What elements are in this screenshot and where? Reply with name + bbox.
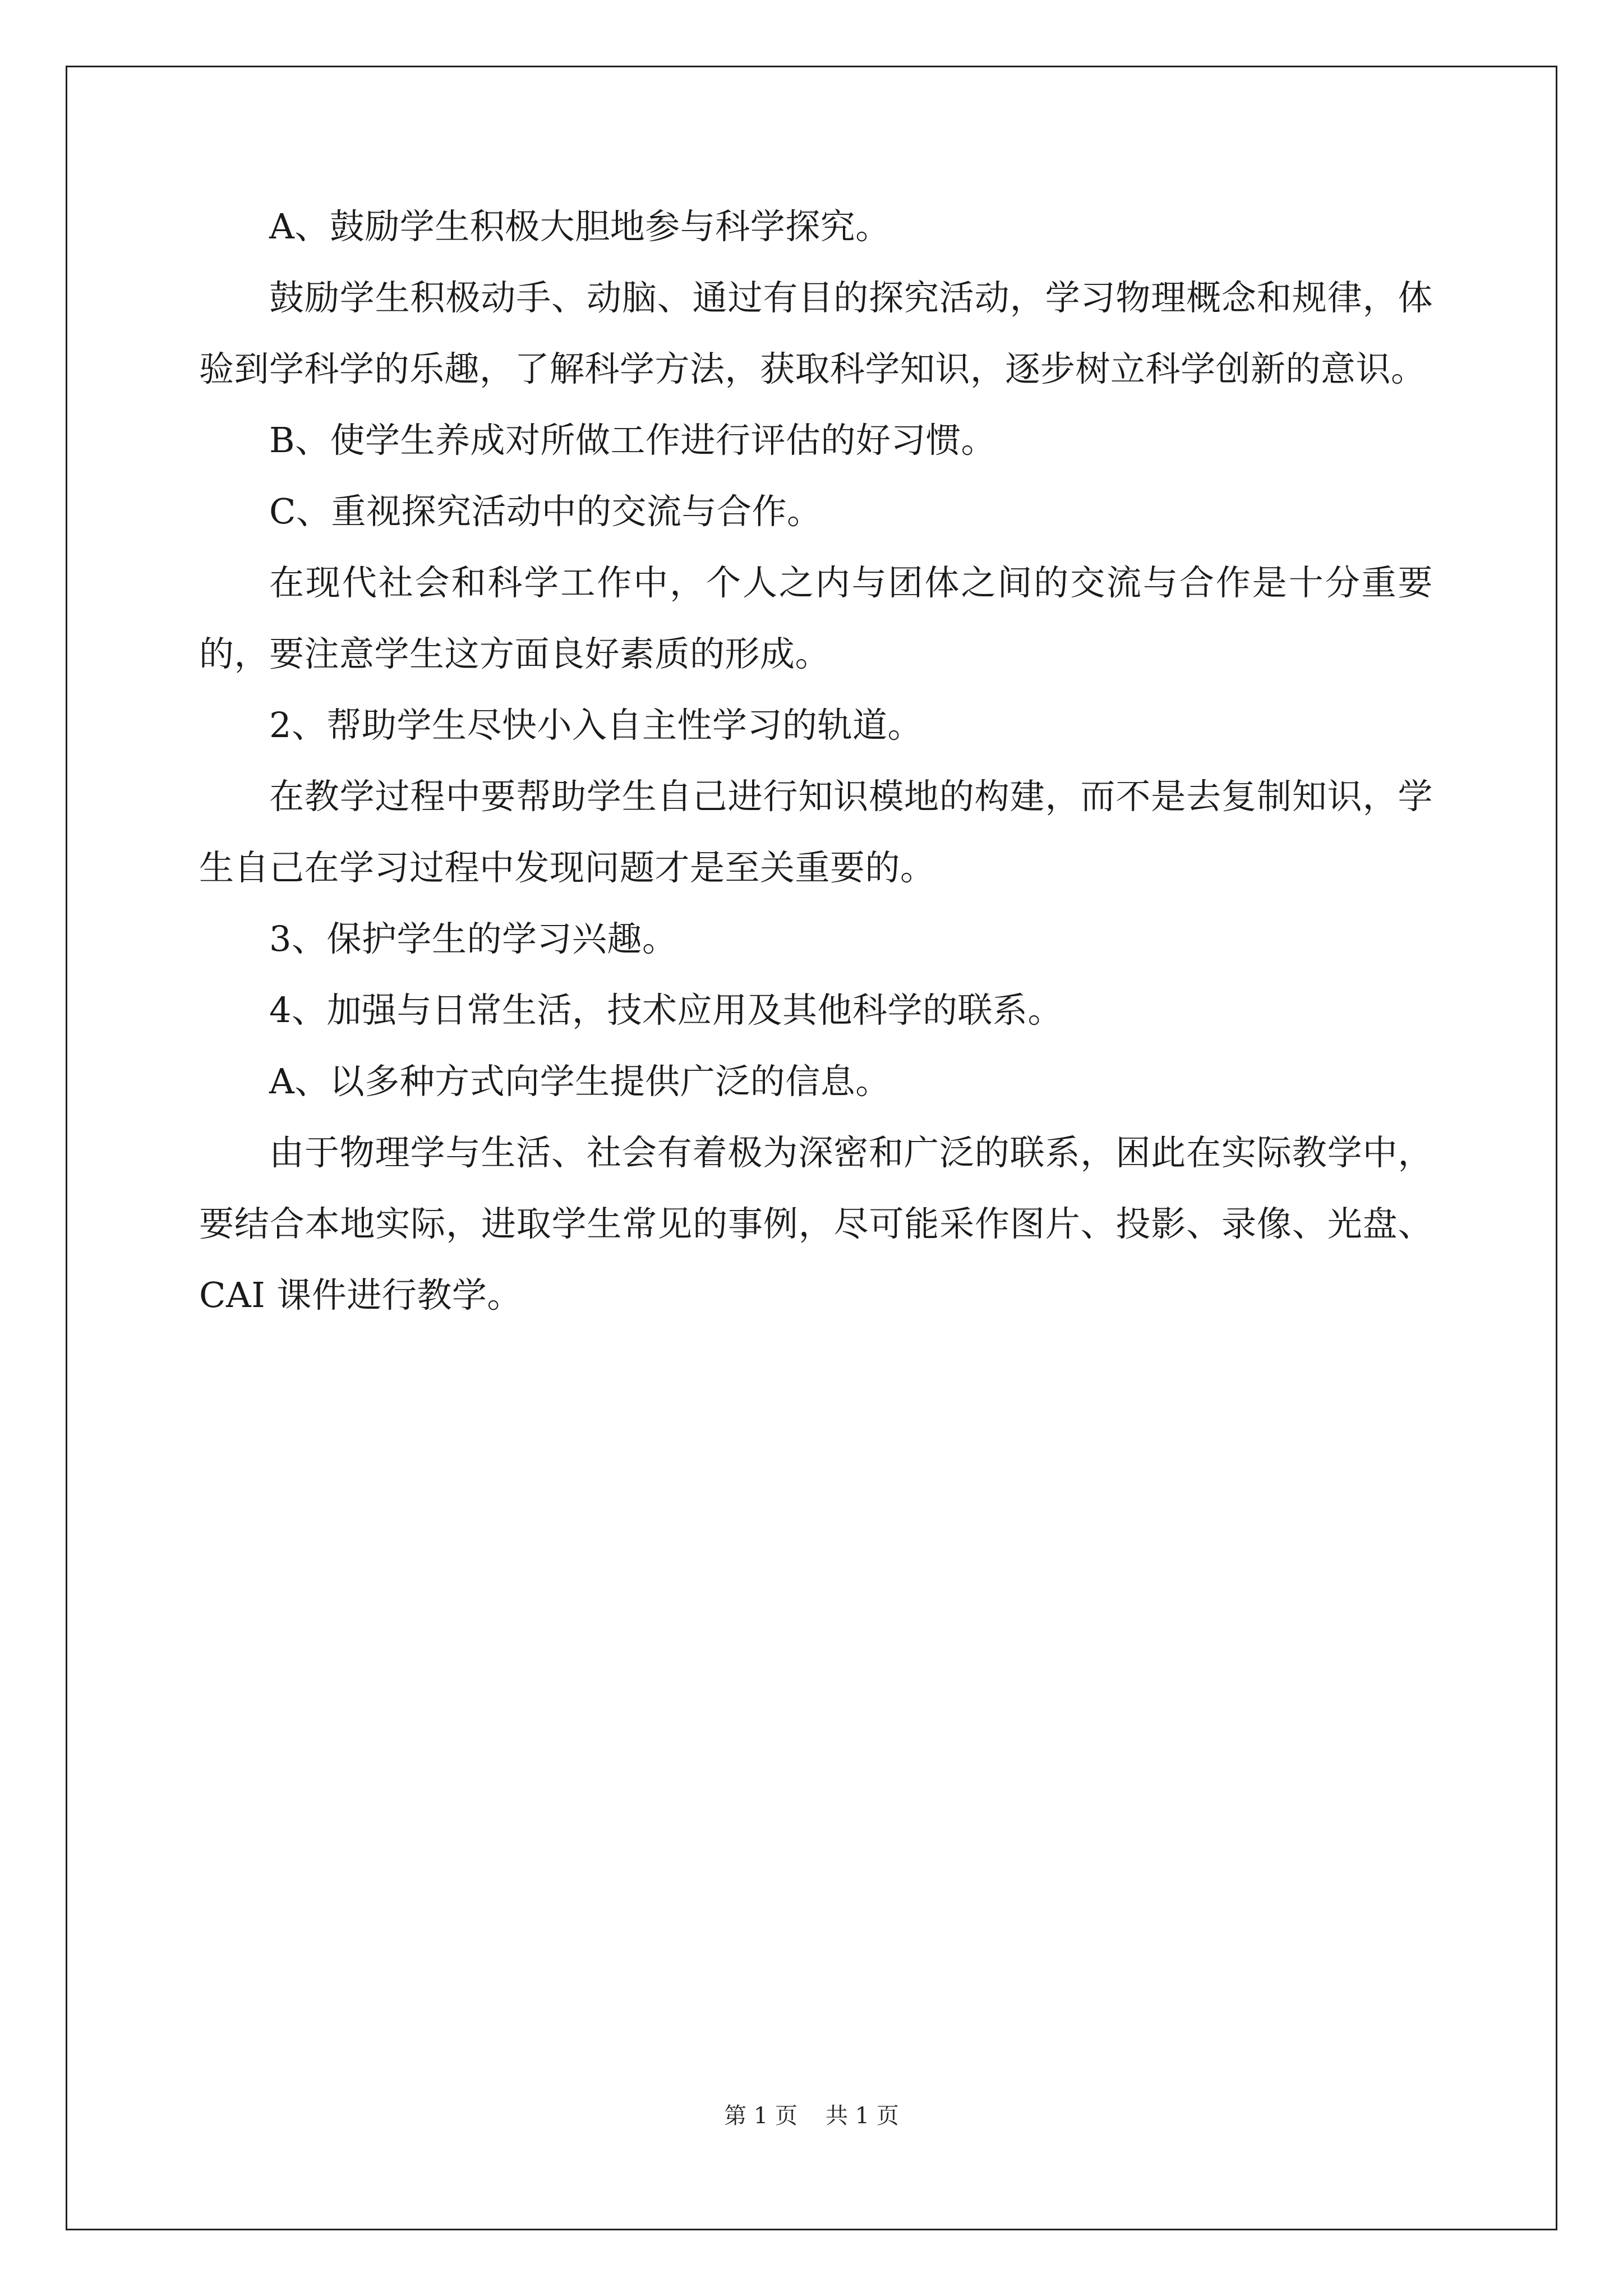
paragraph: C、重视探究活动中的交流与合作。 (269, 491, 822, 532)
document-body (199, 191, 1433, 1331)
paragraph: 由于物理学与生活、社会有着极为深密和广泛的联系，困此在实际教学中，要结合本地实际，进取学生常见的事例，尽可能采作图片、投影、录像、光盘、CAI 课件进行教学。 (199, 1132, 1433, 1315)
paragraph: 3、保护学生的学习兴趣。 (269, 918, 677, 959)
paragraph: 鼓励学生积极动手、动脑、通过有目的探究活动，学习物理概念和规律，体验到学科学的乐趣，了解科学方法，获取科学知识，逐步树立科学创新的意识。 (199, 277, 1433, 389)
paragraph: B、使学生养成对所做工作进行评估的好习惯。 (269, 420, 997, 461)
paragraph: 在教学过程中要帮助学生自己进行知识模地的构建，而不是去复制知识，学生自己在学习过程中发现问题才是至关重要的。 (199, 776, 1433, 888)
paragraph: A、鼓励学生积极大胆地参与科学探究。 (269, 206, 891, 247)
paragraph: 在现代社会和科学工作中，个人之内与团体之间的交流与合作是十分重要的，要注意学生这方面良好素质的形成。 (199, 562, 1433, 674)
page-number-current: 第 1 页 (724, 2103, 797, 2129)
paragraph: A、以多种方式向学生提供广泛的信息。 (269, 1061, 891, 1102)
paragraph: 4、加强与日常生活，技术应用及其他科学的联系。 (269, 990, 1063, 1030)
page-number-total: 共 1 页 (826, 2103, 899, 2129)
page-footer (0, 2098, 1623, 2130)
paragraph: 2、帮助学生尽快小入自主性学习的轨道。 (269, 705, 923, 746)
